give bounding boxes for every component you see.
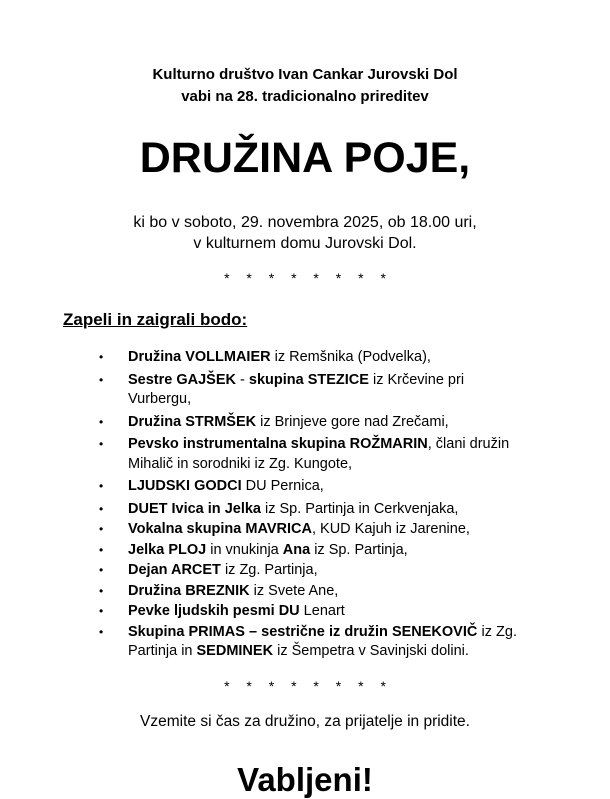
organizer-line-2: vabi na 28. tradicionalno prireditev: [181, 88, 429, 105]
performer-name: Družina BREZNIK: [128, 582, 250, 599]
performer-item: [97, 500, 517, 520]
performer-detail: iz Sp. Partinja,: [310, 541, 408, 558]
performer-detail: iz Zg. Partinja,: [220, 562, 318, 578]
performer-item: [97, 561, 517, 581]
performer-detail: iz Svete Ane,: [249, 582, 339, 599]
performers-list: [63, 348, 517, 662]
performer-item: [97, 582, 517, 602]
performer-name: Ana: [282, 541, 311, 558]
performer-detail: , KUD Kajuh iz Jarenine,: [311, 521, 470, 537]
farewell-text: Vabljeni!: [237, 760, 373, 798]
performer-item: [97, 623, 517, 662]
asterisk-separator-bottom: * * * * * * * *: [224, 677, 386, 694]
performer-name: Pevke ljudskih pesmi DU: [128, 603, 300, 619]
performer-name: Družina STRMŠEK: [128, 413, 257, 430]
performer-detail: iz Šempetra v Savinjski dolini.: [273, 643, 469, 659]
performer-name: Skupina PRIMAS – sestrične iz družin SENEKOVIČ: [128, 623, 478, 640]
performer-item: [97, 520, 517, 540]
event-title: DRUŽINA POJE,: [139, 134, 471, 182]
performer-item: [97, 477, 517, 497]
performer-detail: in vnukinja: [206, 541, 283, 558]
performer-name: LJUDSKI GODCI: [128, 478, 242, 494]
event-venue-line: v kulturnem domu Jurovski Dol.: [193, 235, 417, 252]
performers-heading: Zapeli in zaigrali bodo:: [63, 310, 248, 329]
performer-name: Jelka PLOJ: [128, 541, 207, 558]
event-datetime: [63, 212, 547, 254]
event-date-line: ki bo v soboto, 29. novembra 2025, ob 18.00 uri,: [133, 214, 477, 231]
performer-item: [97, 413, 517, 433]
performer-detail: DU Pernica,: [241, 478, 324, 494]
performer-detail: Lenart: [299, 603, 345, 619]
performer-name: DUET Ivica in Jelka: [128, 500, 261, 517]
performer-name: Vokalna skupina MAVRICA: [128, 521, 312, 537]
performer-name: SEDMINEK: [196, 643, 274, 659]
performer-name: Pevsko instrumentalna skupina ROŽMARIN: [128, 436, 428, 452]
performer-name: Družina VOLLMAIER: [128, 349, 271, 365]
performer-name: Sestre GAJŠEK: [128, 371, 236, 388]
performer-detail: iz Remšnika (Podvelka),: [270, 349, 431, 365]
performer-item: [97, 371, 517, 410]
asterisk-separator-top: * * * * * * * *: [224, 270, 386, 286]
performer-detail: iz Zg. Partinja in: [128, 623, 517, 659]
performer-item: [97, 348, 517, 368]
performer-item: [97, 435, 517, 474]
performer-detail: iz Krčevine pri Vurbergu,: [128, 371, 465, 407]
performer-detail: , člani družin Mihalič in sorodniki iz Zg. Kungote,: [128, 436, 510, 472]
organizer-line-1: Kulturno društvo Ivan Cankar Jurovski Dol: [152, 66, 458, 83]
closing-message: Vzemite si čas za družino, za prijatelje in pridite.: [140, 712, 470, 730]
performer-item: [97, 602, 517, 622]
performer-name: skupina STEZICE: [248, 371, 369, 388]
performer-item: [97, 541, 517, 561]
performer-name: Dejan ARCET: [128, 562, 221, 578]
performer-detail: iz Sp. Partinja in Cerkvenjaka,: [260, 500, 459, 517]
performer-detail: iz Brinjeve gore nad Zrečami,: [256, 413, 449, 430]
performer-detail: -: [236, 371, 249, 388]
